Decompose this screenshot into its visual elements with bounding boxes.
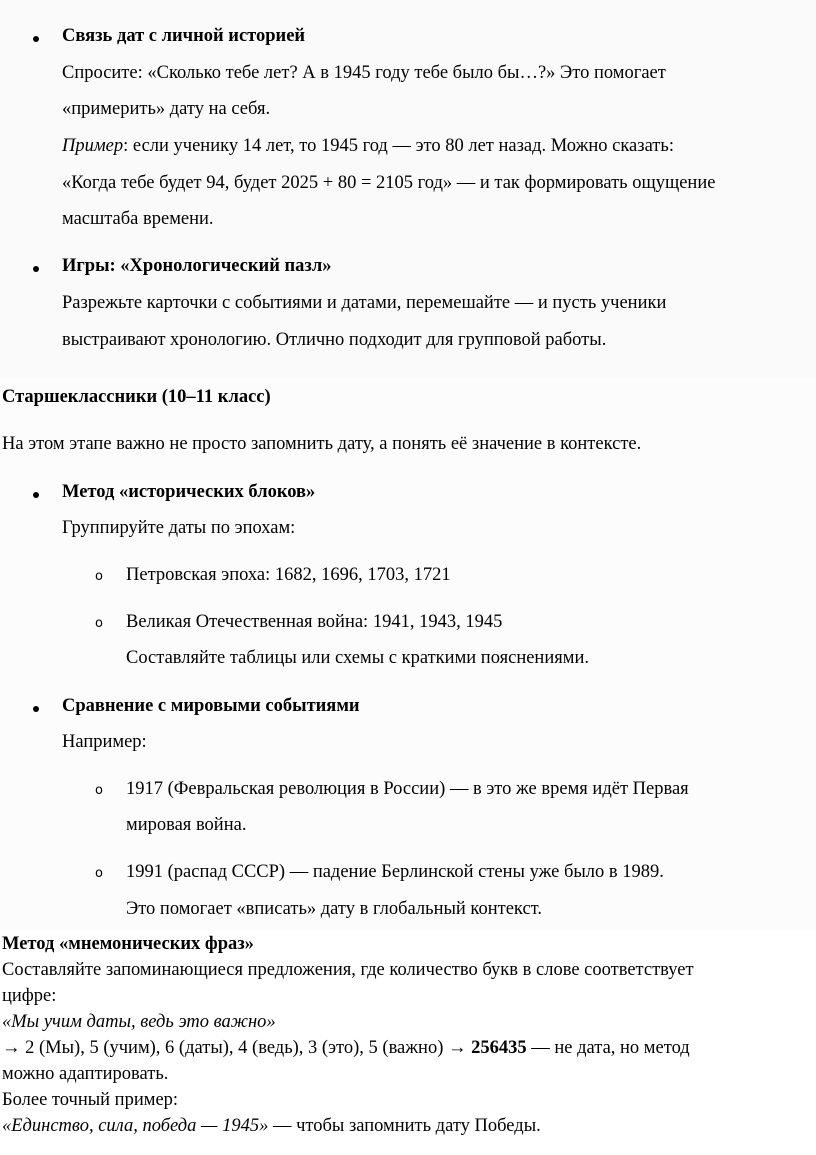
section-heading: Старшеклассники (10–11 класс) (2, 387, 271, 407)
sub-bullet-icon: o (95, 783, 103, 798)
precise-line (2, 1116, 541, 1137)
section-title: Метод «мнемонических фраз» (2, 934, 254, 954)
calc-end: — не дата, но метод (526, 1038, 690, 1058)
precise-phrase: «Единство, сила, победа — 1945» (2, 1116, 269, 1136)
bullet-icon (33, 492, 39, 498)
example-line (62, 136, 674, 157)
item-title: Сравнение с мировыми событиями (62, 696, 360, 716)
paragraph-line: «Когда тебе будет 94, будет 2025 + 80 = 2105 год» — и так формировать ощущение (62, 173, 716, 193)
paragraph-line: Например: (62, 732, 147, 752)
example-phrase: «Мы учим даты, ведь это важно» (2, 1012, 276, 1032)
bullet-icon (33, 266, 39, 272)
bullet-icon (33, 36, 39, 42)
paragraph-line: выстраивают хронологию. Отлично подходит для групповой работы. (62, 330, 607, 350)
example-label: Пример (62, 136, 124, 156)
precise-end: — чтобы запомнить дату Победы. (268, 1116, 541, 1136)
calc-line (2, 1038, 690, 1059)
example-text: : если ученику 14 лет, то 1945 год — это 80 лет назад. Можно сказать: (123, 136, 674, 156)
sub-item: Петровская эпоха: 1682, 1696, 1703, 1721 (126, 565, 451, 585)
sub-item: 1991 (распад СССР) — падение Берлинской стены уже было в 1989. (126, 862, 664, 882)
sub-bullet-icon: o (95, 569, 103, 584)
bullet-icon (33, 706, 39, 712)
sub-item-continuation: мировая война. (126, 815, 247, 835)
sub-item-continuation: Составляйте таблицы или схемы с краткими пояснениями. (126, 648, 589, 668)
sub-item: Великая Отечественная война: 1941, 1943, 1945 (126, 612, 503, 632)
sub-item-continuation: Это помогает «вписать» дату в глобальный контекст. (126, 899, 542, 919)
paragraph-line: можно адаптировать. (2, 1064, 169, 1084)
sub-item: 1917 (Февральская революция в России) — в это же время идёт Первая (126, 779, 689, 799)
paragraph-line: «примерить» дату на себя. (62, 99, 271, 119)
calc-result: → 256435 (448, 1038, 527, 1058)
paragraph-line: цифре: (2, 986, 57, 1006)
paragraph-line: Спросите: «Сколько тебе лет? А в 1945 году тебе было бы…?» Это помогает (62, 63, 666, 83)
paragraph-line: масштаба времени. (62, 209, 214, 229)
paragraph-line: Разрежьте карточки с событиями и датами, перемешайте — и пусть ученики (62, 293, 667, 313)
sub-bullet-icon: o (95, 616, 103, 631)
item-title: Игры: «Хронологический пазл» (62, 256, 332, 276)
item-title: Связь дат с личной историей (62, 26, 306, 46)
section-intro: На этом этапе важно не просто запомнить дату, а понять её значение в контексте. (2, 434, 642, 454)
paragraph-line: Составляйте запоминающиеся предложения, где количество букв в слове соответствует (2, 960, 694, 980)
paragraph-line: Более точный пример: (2, 1090, 179, 1110)
sub-bullet-icon: o (95, 866, 103, 881)
paragraph-line: Группируйте даты по эпохам: (62, 518, 296, 538)
calc-start: → 2 (Мы), 5 (учим), 6 (даты), 4 (ведь), 3 (это), 5 (важно) (2, 1038, 448, 1058)
item-title: Метод «исторических блоков» (62, 482, 316, 502)
